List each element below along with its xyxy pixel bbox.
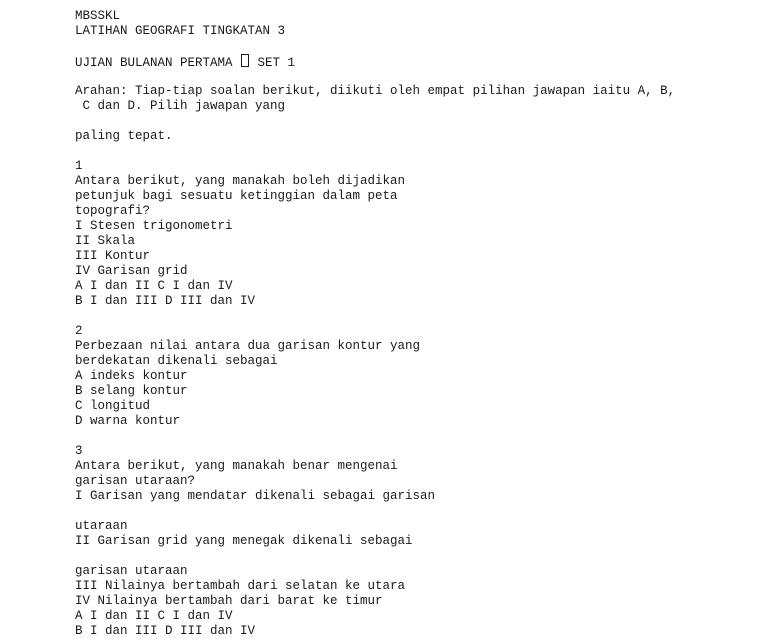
question-line <box>75 504 755 519</box>
spacer <box>75 144 755 159</box>
question-line: Antara berikut, yang manakah boleh dijadikan <box>75 174 406 188</box>
document-page <box>75 9 755 639</box>
question-line: Antara berikut, yang manakah benar mengenai <box>75 459 398 473</box>
question-number: 1 <box>75 159 83 173</box>
question-line: III Nilainya bertambah dari selatan ke utara <box>75 579 406 593</box>
missing-glyph-icon <box>241 54 249 67</box>
question-line: utaraan <box>75 519 128 533</box>
question-line: II Skala <box>75 234 136 248</box>
question-line: I Garisan yang mendatar dikenali sebagai garisan <box>75 489 436 503</box>
question-list <box>75 144 755 639</box>
question-line: topografi? <box>75 204 151 218</box>
question-line: petunjuk bagi sesuatu ketinggian dalam peta <box>75 189 398 203</box>
document-title: LATIHAN GEOGRAFI TINGKATAN 3 <box>75 24 286 38</box>
question-line: A indeks kontur <box>75 369 188 383</box>
question-line: A I dan II C I dan IV <box>75 279 233 293</box>
question-block <box>75 444 755 639</box>
exam-title-suffix: SET 1 <box>250 56 296 70</box>
question-line: berdekatan dikenali sebagai <box>75 354 278 368</box>
question-block <box>75 324 755 429</box>
school-code: MBSSKL <box>75 9 121 23</box>
exam-title-prefix: UJIAN BULANAN PERTAMA <box>75 56 241 70</box>
question-line: garisan utaraan? <box>75 474 196 488</box>
question-line: B selang kontur <box>75 384 188 398</box>
question-number: 3 <box>75 444 83 458</box>
instructions-line: C dan D. Pilih jawapan yang <box>75 99 286 113</box>
question-block <box>75 159 755 309</box>
spacer <box>75 429 755 444</box>
instructions-line: paling tepat. <box>75 129 173 143</box>
question-line: IV Nilainya bertambah dari barat ke timur <box>75 594 383 608</box>
question-line: II Garisan grid yang menegak dikenali sebagai <box>75 534 413 548</box>
spacer <box>75 69 755 84</box>
question-line: IV Garisan grid <box>75 264 188 278</box>
question-number: 2 <box>75 324 83 338</box>
spacer <box>75 309 755 324</box>
spacer <box>75 39 755 54</box>
question-line: C longitud <box>75 399 151 413</box>
question-line: I Stesen trigonometri <box>75 219 233 233</box>
question-line: D warna kontur <box>75 414 181 428</box>
question-line: A I dan II C I dan IV <box>75 609 233 623</box>
question-line: III Kontur <box>75 249 151 263</box>
question-line: garisan utaraan <box>75 564 188 578</box>
question-line: B I dan III D III dan IV <box>75 624 256 638</box>
instructions-line: Arahan: Tiap-tiap soalan berikut, diikuti oleh empat pilihan jawapan iaitu A, B, <box>75 84 676 98</box>
spacer <box>75 114 755 129</box>
exam-title <box>75 54 755 69</box>
question-line: B I dan III D III dan IV <box>75 294 256 308</box>
question-line <box>75 549 755 564</box>
question-line: Perbezaan nilai antara dua garisan kontur yang <box>75 339 421 353</box>
